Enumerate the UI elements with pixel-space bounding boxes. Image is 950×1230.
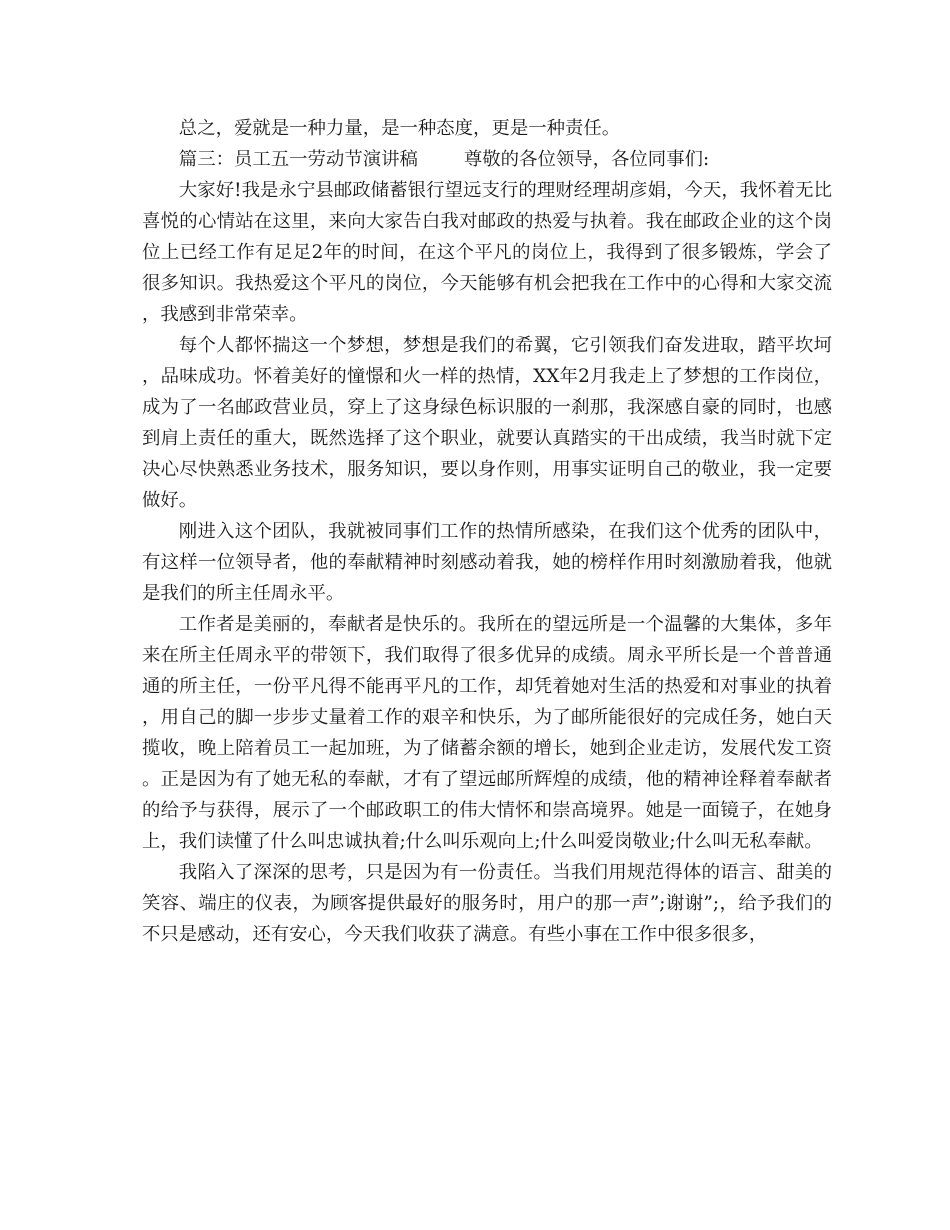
intro-paragraph: 总之，爱就是一种力量，是一种态度，更是一种责任。 bbox=[178, 118, 621, 139]
speech-paragraph: 我陷入了深深的思考，只是因为有一份责任。当我们用规范得体的语言、甜美的笑容、端庄的仪表，为顾客提供最好的服务时，用户的那一声”;谢谢”;，给予我们的不只是感动，还有安心，今天我们收获了满意。有些小事在工作中很多很多， bbox=[142, 862, 832, 945]
speech-paragraph: 每个人都怀揣这一个梦想，梦想是我们的希翼，它引领我们奋发进取，踏平坎坷，品味成功。怀着美好的憧憬和火一样的热情，XX年2月我走上了梦想的工作岗位，成为了一名邮政营业员，穿上了这身绿色标识服的一刹那，我深感自豪的同时，也感到肩上责任的重大，既然选择了这个职业，就要认真踏实的干出成绩，我当时就下定决心尽快熟悉业务技术，服务知识，要以身作则，用事实证明自己的敬业，我一定要做好。 bbox=[142, 335, 832, 511]
speech-paragraph: 刚进入这个团队，我就被同事们工作的热情所感染，在我们这个优秀的团队中，有这样一位领导者，他的奉献精神时刻感动着我，她的榜样作用时刻激励着我，他就是我们的所主任周永平。 bbox=[142, 521, 832, 604]
document-body bbox=[142, 113, 832, 950]
section-heading: 篇三：员工五一劳动节演讲稿 bbox=[178, 149, 418, 170]
speech-paragraph: 大家好!我是永宁县邮政储蓄银行望远支行的理财经理胡彦娟，今天，我怀着无比喜悦的心情站在这里，来向大家告白我对邮政的热爱与执着。我在邮政企业的这个岗位上已经工作有足足2年的时间，在这个平凡的岗位上，我得到了很多锻炼，学会了很多知识。我热爱这个平凡的岗位，今天能够有机会把我在工作中的心得和大家交流，我感到非常荣幸。 bbox=[142, 180, 832, 325]
section-header-line bbox=[142, 144, 832, 175]
speech-paragraph: 工作者是美丽的，奉献者是快乐的。我所在的望远所是一个温馨的大集体，多年来在所主任周永平的带领下，我们取得了很多优异的成绩。周永平所长是一个普普通通的所主任，一份平凡得不能再平凡的工作，却凭着她对生活的热爱和对事业的执着，用自己的脚一步步丈量着工作的艰辛和快乐，为了邮所能很好的完成任务，她白天揽收，晚上陪着员工一起加班，为了储蓄余额的增长，她到企业走访，发展代发工资。正是因为有了她无私的奉献，才有了望远邮所辉煌的成绩，他的精神诠释着奉献者的给予与获得，展示了一个邮政职工的伟大情怀和崇高境界。她是一面镜子，在她身上，我们读懂了什么叫忠诚执着;什么叫乐观向上;什么叫爱岗敬业;什么叫无私奉献。 bbox=[142, 614, 832, 852]
greeting: 尊敬的各位领导，各位同事们: bbox=[463, 149, 710, 170]
